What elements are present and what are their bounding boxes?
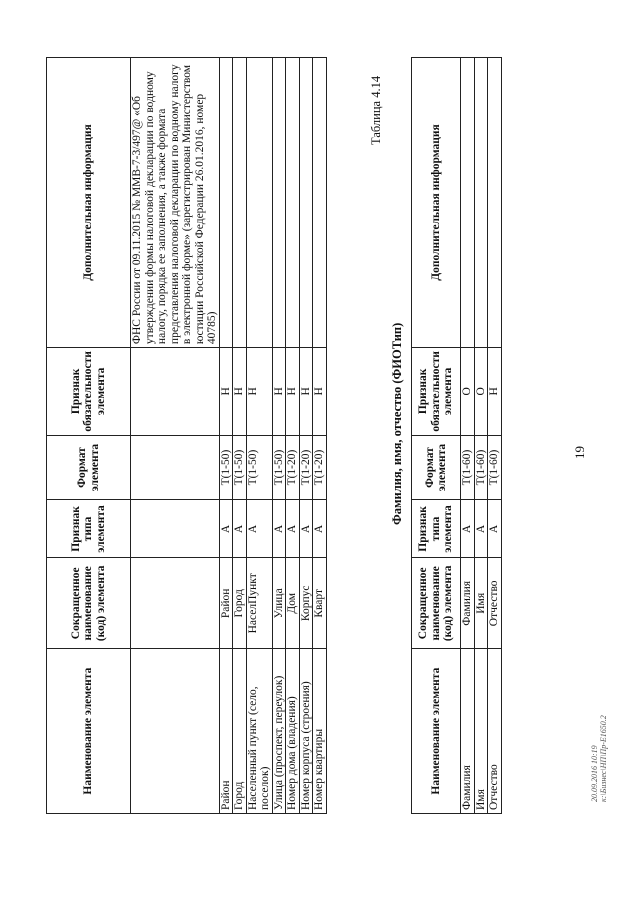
cell-info [461, 58, 475, 348]
table-row [474, 58, 488, 814]
cell-info [313, 58, 327, 348]
cell-required: Н [233, 348, 247, 436]
t1-continuation-cell [131, 558, 220, 649]
file-stamp [590, 715, 608, 802]
cell-required: Н [219, 348, 233, 436]
cell-code: Кварт [313, 558, 327, 649]
t1-header-format: Формат элемента [47, 435, 131, 500]
cell-name: Улица (проспект, переулок) [272, 649, 286, 814]
cell-type: А [246, 500, 272, 558]
cell-info [233, 58, 247, 348]
t2-header-name: Наименование элемента [412, 649, 461, 814]
cell-required: Н [313, 348, 327, 436]
table-row [488, 58, 502, 814]
cell-name: Номер дома (владения) [286, 649, 300, 814]
t1-header-name: Наименование элемента [47, 649, 131, 814]
cell-info [272, 58, 286, 348]
t2-header-code: Сокращенное наименование (код) элемента [412, 558, 461, 649]
t2-header-info: Дополнительная информация [412, 58, 461, 348]
table-number-label: Таблица 4.14 [369, 75, 383, 145]
cell-required: Н [246, 348, 272, 436]
t1-continuation-cell [131, 649, 220, 814]
cell-type: А [233, 500, 247, 558]
t1-header-info: Дополнительная информация [47, 58, 131, 348]
cell-code: НаселПункт [246, 558, 272, 649]
cell-format: T(1-50) [246, 435, 272, 500]
table-address-elements [46, 57, 327, 814]
t2-header-type: Признак типа элемента [412, 500, 461, 558]
cell-code: Фамилия [461, 558, 475, 649]
t1-info-text: ФНС России от 09.11.2015 № ММВ-7-3/497@ «Об утверждении формы налоговой декларации по водному налогу, порядка ее заполнения, а также формата представления налоговой декларации по водному налогу в электронной форме» (зарегистрирован Министерством юстиции Российской Федерации 26.01.2016, номер 40785) [131, 58, 220, 348]
t1-header-type: Признак типа элемента [47, 500, 131, 558]
cell-code: Отчество [488, 558, 502, 649]
cell-name: Отчество [488, 649, 502, 814]
stamp-date: 20.09.2016 10:19 [590, 745, 599, 802]
cell-format: T(1-50) [272, 435, 286, 500]
cell-required: О [461, 348, 475, 436]
cell-type: А [461, 500, 475, 558]
cell-name: Имя [474, 649, 488, 814]
table-row [219, 58, 233, 814]
t1-header-required: Признак обязательности элемента [47, 348, 131, 436]
t1-continuation-cell [131, 435, 220, 500]
cell-format: T(1-60) [474, 435, 488, 500]
cell-code: Улица [272, 558, 286, 649]
cell-name: Район [219, 649, 233, 814]
table-row [246, 58, 272, 814]
table2-title: Фамилия, имя, отчество (ФИОТип) [390, 322, 404, 525]
page-number: 19 [572, 446, 587, 459]
t1-continuation-cell [131, 500, 220, 558]
cell-type: А [474, 500, 488, 558]
cell-info [246, 58, 272, 348]
table-row [286, 58, 300, 814]
cell-info [286, 58, 300, 348]
t2-header-format: Формат элемента [412, 435, 461, 500]
cell-format: T(1-60) [461, 435, 475, 500]
cell-format: T(1-60) [488, 435, 502, 500]
cell-required: Н [286, 348, 300, 436]
cell-name: Населенный пункт (село, поселок) [246, 649, 272, 814]
cell-format: T(1-20) [286, 435, 300, 500]
t1-continuation-cell [131, 348, 220, 436]
cell-type: А [272, 500, 286, 558]
cell-type: А [299, 500, 313, 558]
cell-info [488, 58, 502, 348]
cell-code: Имя [474, 558, 488, 649]
cell-format: T(1-50) [219, 435, 233, 500]
cell-required: Н [488, 348, 502, 436]
t2-header-required: Признак обязательности элемента [412, 348, 461, 436]
cell-required: Н [272, 348, 286, 436]
cell-type: А [313, 500, 327, 558]
table-row [272, 58, 286, 814]
table-fio-elements [411, 57, 502, 814]
stamp-path: к:\Бизнес\НП\Пр-Е1650.2 [599, 715, 608, 802]
cell-name: Город [233, 649, 247, 814]
cell-type: А [488, 500, 502, 558]
cell-info [299, 58, 313, 348]
cell-format: T(1-20) [313, 435, 327, 500]
cell-code: Дом [286, 558, 300, 649]
cell-type: А [286, 500, 300, 558]
cell-name: Номер корпуса (строения) [299, 649, 313, 814]
cell-type: А [219, 500, 233, 558]
cell-info [474, 58, 488, 348]
table-row [313, 58, 327, 814]
cell-code: Корпус [299, 558, 313, 649]
table-row [461, 58, 475, 814]
cell-required: Н [299, 348, 313, 436]
cell-code: Город [233, 558, 247, 649]
cell-code: Район [219, 558, 233, 649]
table-row [233, 58, 247, 814]
cell-format: T(1-20) [299, 435, 313, 500]
t1-header-code: Сокращенное наименование (код) элемента [47, 558, 131, 649]
cell-format: T(1-50) [233, 435, 247, 500]
cell-name: Номер квартиры [313, 649, 327, 814]
cell-name: Фамилия [461, 649, 475, 814]
cell-required: О [474, 348, 488, 436]
table-row [299, 58, 313, 814]
cell-info [219, 58, 233, 348]
